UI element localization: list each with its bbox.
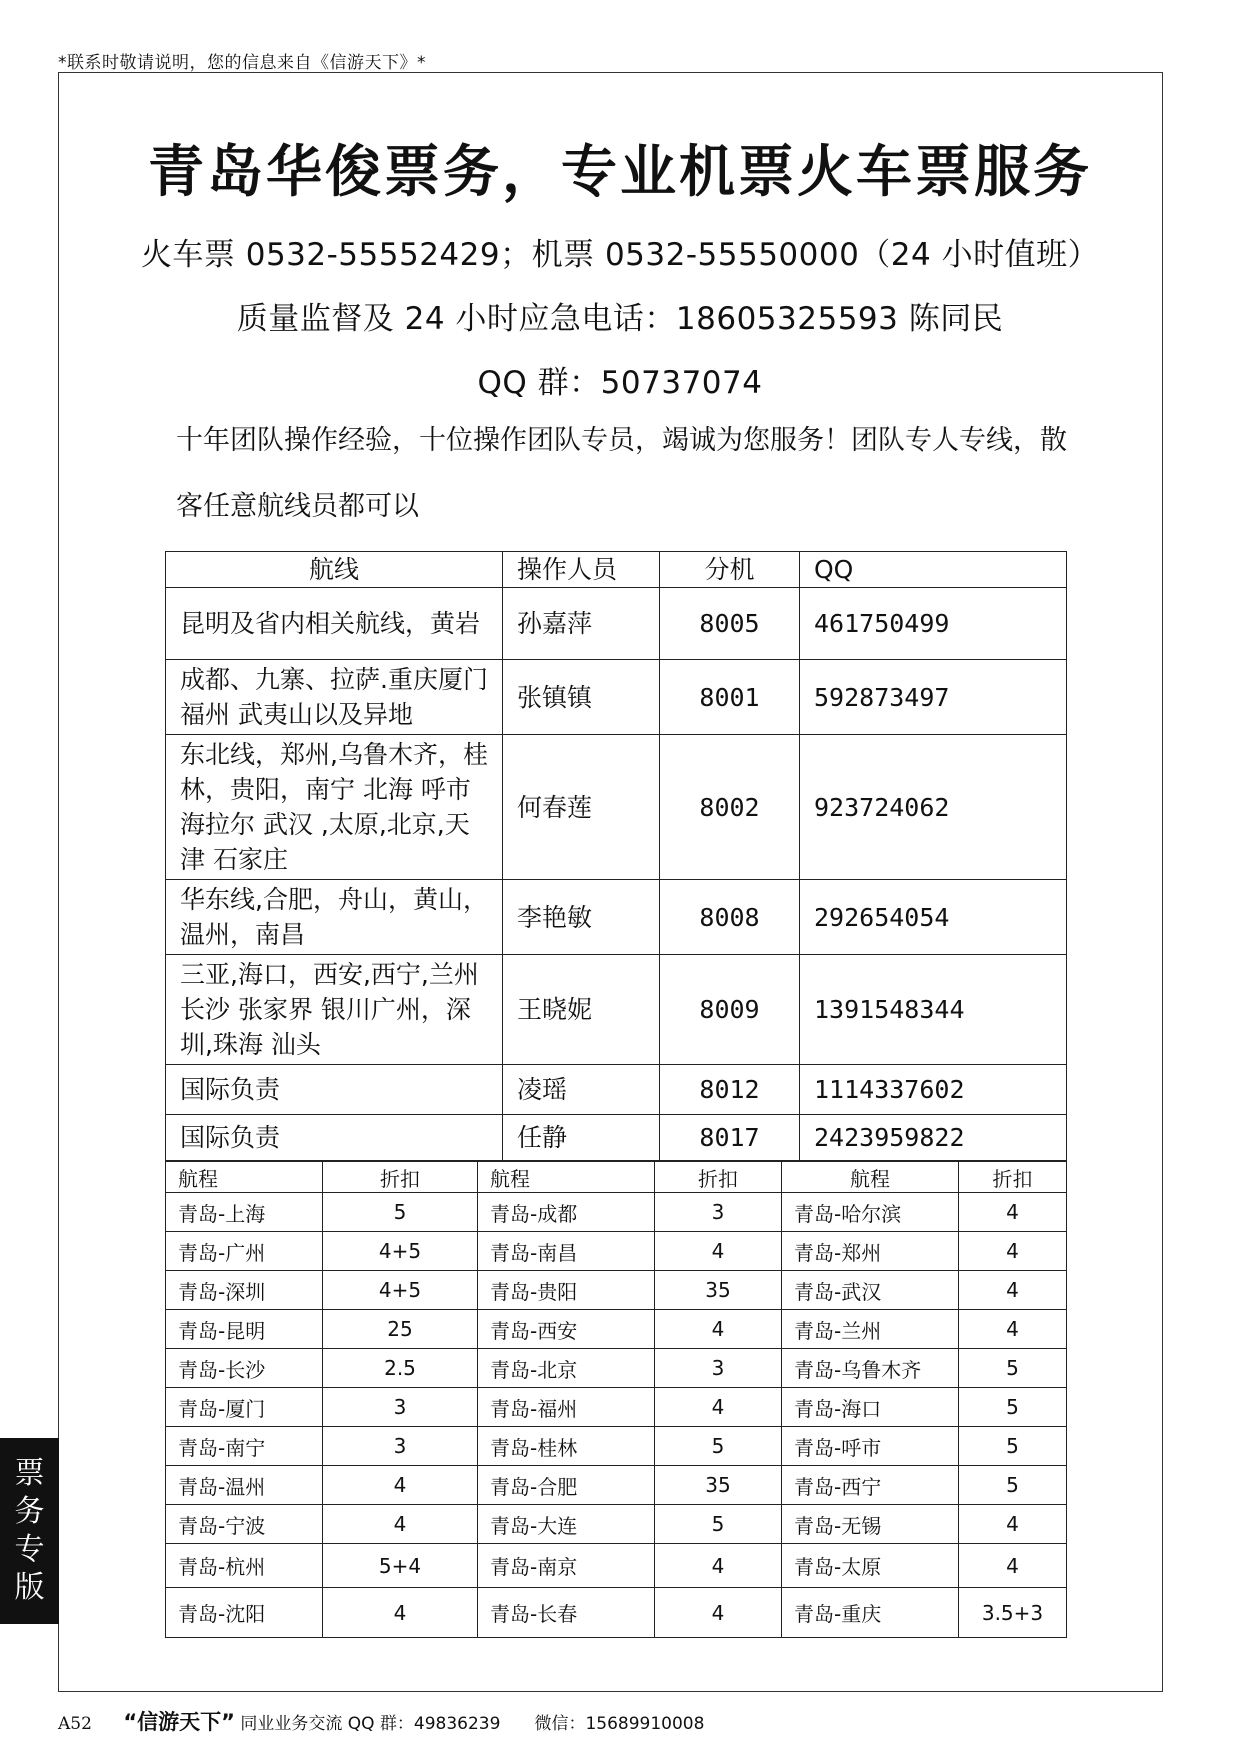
supervision-line: 质量监督及 24 小时应急电话：18605325593 陈同民 bbox=[236, 301, 1004, 337]
discount-row bbox=[166, 1505, 1067, 1544]
extension-cell: 8002 bbox=[660, 735, 800, 880]
route-cell: 青岛-南京 bbox=[478, 1544, 655, 1588]
operators-header-row bbox=[166, 552, 1067, 588]
discount-cell: 4 bbox=[959, 1193, 1067, 1232]
discount-cell: 4 bbox=[655, 1388, 782, 1427]
route-cell: 青岛-杭州 bbox=[166, 1544, 323, 1588]
route-cell: 东北线，郑州,乌鲁木齐，桂林，贵阳，南宁 北海 呼市 海拉尔 武汉 ,太原,北京,天津 石家庄 bbox=[166, 735, 503, 880]
route-cell: 青岛-福州 bbox=[478, 1388, 655, 1427]
discount-cell: 4 bbox=[655, 1544, 782, 1588]
route-cell: 青岛-厦门 bbox=[166, 1388, 323, 1427]
qq-cell: 292654054 bbox=[800, 880, 1067, 955]
route-cell: 国际负责 bbox=[166, 1065, 503, 1115]
route-cell: 青岛-上海 bbox=[166, 1193, 323, 1232]
header-discount-2: 折扣 bbox=[655, 1162, 782, 1193]
discount-cell: 3.5+3 bbox=[959, 1588, 1067, 1638]
header-operator: 操作人员 bbox=[503, 552, 660, 588]
discount-cell: 4 bbox=[655, 1232, 782, 1271]
section-tab-char: 专 bbox=[14, 1532, 45, 1567]
contact-line: 火车票 0532-55552429；机票 0532-55550000（24 小时值班） bbox=[140, 237, 1100, 273]
operator-row bbox=[166, 880, 1067, 955]
operator-row bbox=[166, 660, 1067, 735]
intro-line-1: 十年团队操作经验，十位操作团队专员，竭诚为您服务！团队专人专线，散 bbox=[176, 425, 1067, 456]
qq-cell: 923724062 bbox=[800, 735, 1067, 880]
discount-cell: 35 bbox=[655, 1271, 782, 1310]
header-route: 航线 bbox=[166, 552, 503, 588]
discount-cell: 4 bbox=[959, 1544, 1067, 1588]
route-cell: 青岛-海口 bbox=[782, 1388, 959, 1427]
route-cell: 青岛-南昌 bbox=[478, 1232, 655, 1271]
discount-cell: 5 bbox=[959, 1466, 1067, 1505]
header-qq: QQ bbox=[800, 552, 1067, 588]
discount-row bbox=[166, 1544, 1067, 1588]
qq-cell: 592873497 bbox=[800, 660, 1067, 735]
operator-cell: 凌瑶 bbox=[503, 1065, 660, 1115]
route-cell: 青岛-兰州 bbox=[782, 1310, 959, 1349]
operator-row bbox=[166, 1115, 1067, 1161]
page-number: A52 bbox=[58, 1714, 92, 1734]
discount-cell: 25 bbox=[323, 1310, 478, 1349]
route-cell: 青岛-北京 bbox=[478, 1349, 655, 1388]
operator-row bbox=[166, 588, 1067, 660]
discount-row bbox=[166, 1588, 1067, 1638]
discount-row bbox=[166, 1466, 1067, 1505]
discount-cell: 4 bbox=[323, 1505, 478, 1544]
discount-cell: 5 bbox=[959, 1349, 1067, 1388]
operator-cell: 张镇镇 bbox=[503, 660, 660, 735]
discount-header-row bbox=[166, 1162, 1067, 1193]
header-route-1: 航程 bbox=[166, 1162, 323, 1193]
header-route-2: 航程 bbox=[478, 1162, 655, 1193]
operator-cell: 王晓妮 bbox=[503, 955, 660, 1065]
discount-cell: 4 bbox=[323, 1466, 478, 1505]
discount-row bbox=[166, 1427, 1067, 1466]
route-cell: 青岛-重庆 bbox=[782, 1588, 959, 1638]
route-cell: 三亚,海口，西安,西宁,兰州 长沙 张家界 银川广州，深圳,珠海 汕头 bbox=[166, 955, 503, 1065]
route-cell: 青岛-无锡 bbox=[782, 1505, 959, 1544]
qq-cell: 1114337602 bbox=[800, 1065, 1067, 1115]
discount-cell: 4+5 bbox=[323, 1232, 478, 1271]
discount-cell: 4+5 bbox=[323, 1271, 478, 1310]
route-cell: 青岛-成都 bbox=[478, 1193, 655, 1232]
route-cell: 青岛-桂林 bbox=[478, 1427, 655, 1466]
discount-cell: 5 bbox=[323, 1193, 478, 1232]
route-cell: 青岛-西宁 bbox=[782, 1466, 959, 1505]
qq-cell: 1391548344 bbox=[800, 955, 1067, 1065]
header-discount-3: 折扣 bbox=[959, 1162, 1067, 1193]
discount-row bbox=[166, 1232, 1067, 1271]
route-cell: 昆明及省内相关航线，黄岩 bbox=[166, 588, 503, 660]
discount-cell: 4 bbox=[959, 1505, 1067, 1544]
intro-line-2: 客任意航线员都可以 bbox=[176, 491, 419, 522]
header-extension: 分机 bbox=[660, 552, 800, 588]
route-cell: 华东线,合肥，舟山，黄山，温州，南昌 bbox=[166, 880, 503, 955]
discount-cell: 35 bbox=[655, 1466, 782, 1505]
discount-cell: 4 bbox=[323, 1588, 478, 1638]
operator-row bbox=[166, 955, 1067, 1065]
extension-cell: 8005 bbox=[660, 588, 800, 660]
section-tab bbox=[0, 1438, 59, 1624]
route-cell: 青岛-广州 bbox=[166, 1232, 323, 1271]
discount-row bbox=[166, 1193, 1067, 1232]
route-cell: 青岛-温州 bbox=[166, 1466, 323, 1505]
footer-contact: 同业业务交流 QQ 群：49836239 微信：15689910008 bbox=[240, 1714, 705, 1734]
extension-cell: 8008 bbox=[660, 880, 800, 955]
route-cell: 青岛-贵阳 bbox=[478, 1271, 655, 1310]
discount-cell: 3 bbox=[323, 1427, 478, 1466]
discount-cell: 3 bbox=[655, 1349, 782, 1388]
top-note: *联系时敬请说明，您的信息来自《信游天下》* bbox=[58, 53, 426, 73]
discount-cell: 4 bbox=[959, 1271, 1067, 1310]
route-cell: 青岛-南宁 bbox=[166, 1427, 323, 1466]
footer-brand: “信游天下” bbox=[123, 1710, 235, 1734]
extension-cell: 8001 bbox=[660, 660, 800, 735]
extension-cell: 8017 bbox=[660, 1115, 800, 1161]
route-cell: 成都、九寨、拉萨.重庆厦门 福州 武夷山以及异地 bbox=[166, 660, 503, 735]
route-cell: 青岛-合肥 bbox=[478, 1466, 655, 1505]
discount-table-body bbox=[166, 1162, 1067, 1638]
operator-cell: 何春莲 bbox=[503, 735, 660, 880]
route-cell: 青岛-长沙 bbox=[166, 1349, 323, 1388]
operator-row bbox=[166, 735, 1067, 880]
route-cell: 青岛-大连 bbox=[478, 1505, 655, 1544]
section-tab-char: 版 bbox=[14, 1570, 45, 1605]
discount-cell: 4 bbox=[959, 1232, 1067, 1271]
discount-cell: 5+4 bbox=[323, 1544, 478, 1588]
route-cell: 青岛-宁波 bbox=[166, 1505, 323, 1544]
discount-cell: 3 bbox=[323, 1388, 478, 1427]
route-cell: 青岛-武汉 bbox=[782, 1271, 959, 1310]
discount-row bbox=[166, 1310, 1067, 1349]
discount-cell: 4 bbox=[655, 1588, 782, 1638]
qq-cell: 2423959822 bbox=[800, 1115, 1067, 1161]
route-cell: 青岛-昆明 bbox=[166, 1310, 323, 1349]
discount-row bbox=[166, 1271, 1067, 1310]
route-cell: 青岛-乌鲁木齐 bbox=[782, 1349, 959, 1388]
route-cell: 青岛-太原 bbox=[782, 1544, 959, 1588]
operator-cell: 李艳敏 bbox=[503, 880, 660, 955]
operators-table bbox=[165, 551, 1067, 1161]
section-tab-char: 票 bbox=[14, 1456, 45, 1491]
discount-cell: 5 bbox=[655, 1505, 782, 1544]
discount-cell: 3 bbox=[655, 1193, 782, 1232]
header-discount-1: 折扣 bbox=[323, 1162, 478, 1193]
qq-group-line: QQ 群：50737074 bbox=[477, 365, 763, 401]
discount-cell: 5 bbox=[655, 1427, 782, 1466]
route-cell: 国际负责 bbox=[166, 1115, 503, 1161]
operator-row bbox=[166, 1065, 1067, 1115]
extension-cell: 8012 bbox=[660, 1065, 800, 1115]
page-footer bbox=[58, 1706, 704, 1736]
extension-cell: 8009 bbox=[660, 955, 800, 1065]
discount-cell: 4 bbox=[959, 1310, 1067, 1349]
operator-cell: 孙嘉萍 bbox=[503, 588, 660, 660]
page-title: 青岛华俊票务，专业机票火车票服务 bbox=[148, 140, 1092, 205]
route-cell: 青岛-哈尔滨 bbox=[782, 1193, 959, 1232]
intro-text bbox=[176, 408, 1076, 540]
route-cell: 青岛-呼市 bbox=[782, 1427, 959, 1466]
discount-cell: 2.5 bbox=[323, 1349, 478, 1388]
discount-table bbox=[165, 1161, 1067, 1638]
route-cell: 青岛-沈阳 bbox=[166, 1588, 323, 1638]
header-route-3: 航程 bbox=[782, 1162, 959, 1193]
route-cell: 青岛-郑州 bbox=[782, 1232, 959, 1271]
discount-cell: 5 bbox=[959, 1427, 1067, 1466]
discount-row bbox=[166, 1388, 1067, 1427]
discount-cell: 4 bbox=[655, 1310, 782, 1349]
operator-cell: 任静 bbox=[503, 1115, 660, 1161]
section-tab-char: 务 bbox=[14, 1494, 45, 1529]
discount-cell: 5 bbox=[959, 1388, 1067, 1427]
route-cell: 青岛-深圳 bbox=[166, 1271, 323, 1310]
route-cell: 青岛-长春 bbox=[478, 1588, 655, 1638]
qq-cell: 461750499 bbox=[800, 588, 1067, 660]
discount-row bbox=[166, 1349, 1067, 1388]
route-cell: 青岛-西安 bbox=[478, 1310, 655, 1349]
